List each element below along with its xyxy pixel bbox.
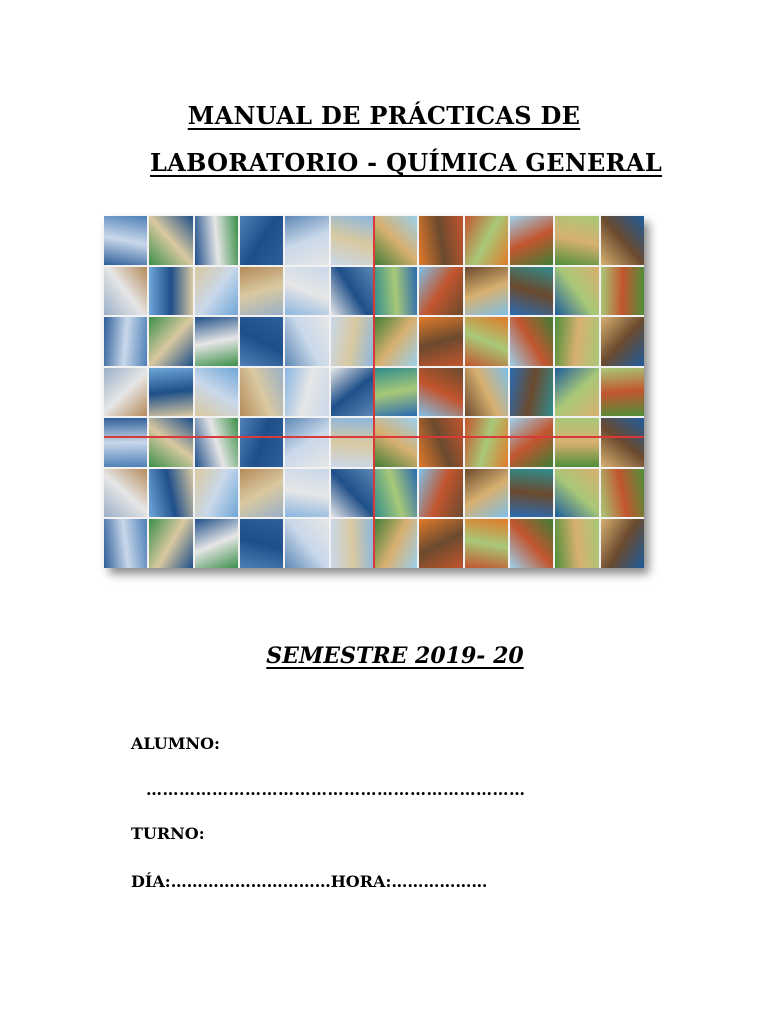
alumno-label: ALUMNO:	[131, 734, 220, 753]
collage-photo	[195, 267, 238, 316]
collage-photo	[419, 317, 462, 366]
collage-photo	[240, 317, 283, 366]
title-line-2: LABORATORIO - QUÍMICA GENERAL	[150, 148, 662, 177]
collage-divider-horizontal	[104, 436, 644, 438]
collage-photo	[149, 317, 192, 366]
collage-photo	[285, 418, 328, 467]
collage-photo	[285, 267, 328, 316]
collage-photo	[374, 267, 417, 316]
collage-photo	[510, 267, 553, 316]
collage-photo	[104, 519, 147, 568]
collage-photo	[240, 267, 283, 316]
collage-photo	[555, 368, 598, 417]
hora-fill-line: ………………	[391, 872, 488, 891]
collage-photo	[510, 216, 553, 265]
collage-photo	[419, 519, 462, 568]
collage-photo	[601, 469, 644, 518]
collage-photo	[555, 519, 598, 568]
hora-label: HORA:	[330, 872, 392, 891]
collage-photo	[195, 469, 238, 518]
collage-photo	[465, 519, 508, 568]
architecture-collage	[104, 216, 374, 568]
collage-photo	[240, 418, 283, 467]
collage-photo	[419, 368, 462, 417]
collage-divider-vertical	[373, 216, 375, 568]
collage-photo	[374, 469, 417, 518]
collage-photo	[195, 418, 238, 467]
collage-photo	[510, 469, 553, 518]
collage-photo	[465, 317, 508, 366]
collage-photo	[374, 418, 417, 467]
collage-photo	[104, 317, 147, 366]
collage-photo	[510, 317, 553, 366]
collage-photo	[149, 368, 192, 417]
title-line-1: MANUAL DE PRÁCTICAS DE	[187, 101, 581, 130]
collage-photo	[419, 267, 462, 316]
collage-photo	[195, 317, 238, 366]
collage-photo	[465, 267, 508, 316]
dia-hora-row	[131, 872, 487, 891]
collage-photo	[419, 418, 462, 467]
collage-photo	[285, 368, 328, 417]
collage-photo	[555, 317, 598, 366]
collage-photo	[149, 418, 192, 467]
collage-photo	[374, 216, 417, 265]
collage-photo	[510, 519, 553, 568]
collage-photo	[374, 368, 417, 417]
collage-photo	[104, 368, 147, 417]
collage-photo	[601, 317, 644, 366]
collage-photo	[331, 469, 374, 518]
collage-photo	[149, 216, 192, 265]
dia-label: DÍA:	[131, 872, 171, 891]
collage-photo	[465, 216, 508, 265]
collage-photo	[149, 469, 192, 518]
semester-heading: SEMESTRE 2019- 20	[266, 643, 524, 669]
collage-photo	[285, 317, 328, 366]
turno-label: TURNO:	[131, 824, 205, 843]
collage-photo	[240, 216, 283, 265]
collage-photo	[601, 267, 644, 316]
collage-photo	[104, 418, 147, 467]
collage-photo	[374, 317, 417, 366]
collage-photo	[419, 469, 462, 518]
collage-photo	[285, 469, 328, 518]
collage-photo	[240, 368, 283, 417]
collage-photo	[419, 216, 462, 265]
collage-photo	[195, 216, 238, 265]
photo-collage	[104, 216, 644, 568]
collage-photo	[240, 469, 283, 518]
collage-photo	[510, 418, 553, 467]
collage-photo	[104, 469, 147, 518]
collage-photo	[555, 469, 598, 518]
collage-photo	[601, 519, 644, 568]
collage-photo	[555, 216, 598, 265]
collage-photo	[510, 368, 553, 417]
collage-photo	[240, 519, 283, 568]
collage-photo	[465, 368, 508, 417]
collage-photo	[331, 418, 374, 467]
nature-collage	[374, 216, 644, 568]
collage-photo	[601, 216, 644, 265]
collage-photo	[331, 267, 374, 316]
dia-fill-line: …………………………	[170, 872, 331, 891]
collage-photo	[465, 469, 508, 518]
collage-photo	[555, 418, 598, 467]
collage-photo	[104, 267, 147, 316]
collage-photo	[601, 418, 644, 467]
collage-photo	[601, 368, 644, 417]
alumno-fill-line: ……………………………………………………………	[146, 780, 526, 799]
collage-photo	[331, 519, 374, 568]
collage-photo	[104, 216, 147, 265]
collage-photo	[374, 519, 417, 568]
collage-photo	[285, 519, 328, 568]
collage-photo	[195, 368, 238, 417]
collage-photo	[149, 519, 192, 568]
collage-photo	[149, 267, 192, 316]
collage-photo	[331, 317, 374, 366]
collage-photo	[331, 216, 374, 265]
collage-photo	[465, 418, 508, 467]
collage-photo	[285, 216, 328, 265]
collage-photo	[331, 368, 374, 417]
collage-photo	[555, 267, 598, 316]
collage-photo	[195, 519, 238, 568]
